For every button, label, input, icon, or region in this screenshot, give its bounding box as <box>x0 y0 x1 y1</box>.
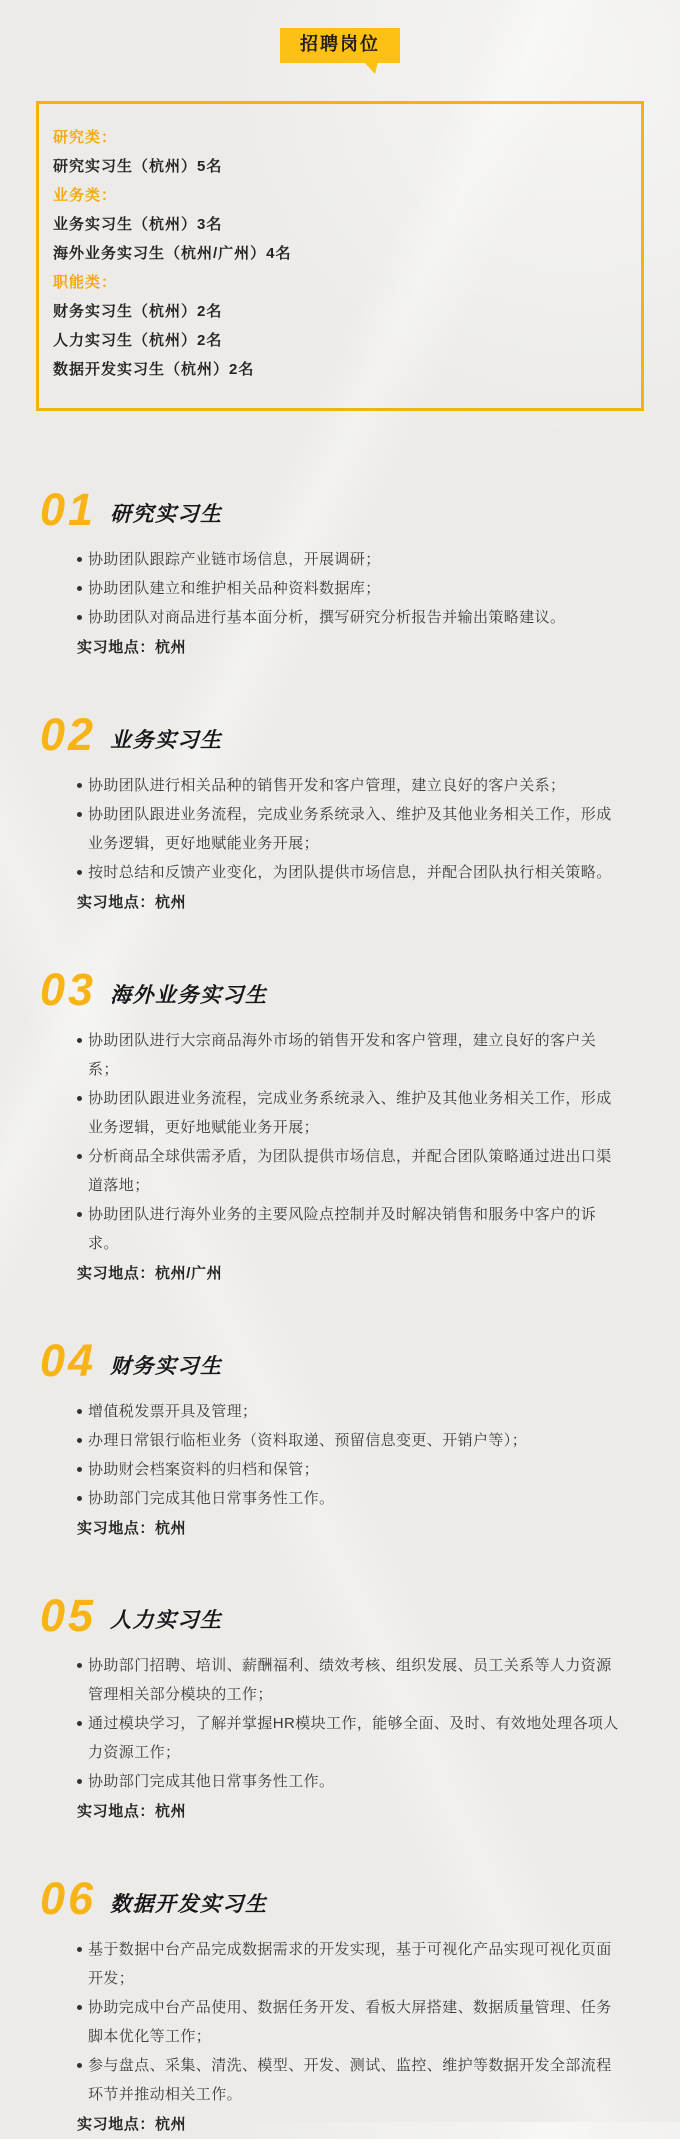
job-count-line: 研究实习生（杭州）5名 <box>53 157 223 175</box>
bullet-icon <box>77 1409 82 1414</box>
bullet-icon <box>77 1663 82 1668</box>
bullet-icon <box>77 1947 82 1952</box>
job-location: 实习地点：杭州/广州 <box>77 1264 223 1282</box>
section-number: 01 <box>40 483 97 535</box>
section-number: 04 <box>40 1334 97 1386</box>
section-number: 03 <box>40 964 97 1016</box>
job-duty-text: 协助团队跟踪产业链市场信息，开展调研； <box>88 551 381 569</box>
position-category-group <box>53 181 627 268</box>
section-title: 研究实习生 <box>110 503 223 527</box>
job-duty-text: 协助团队对商品进行基本面分析，撰写研究分析报告并输出策略建议。 <box>88 609 566 627</box>
category-label: 研究类： <box>53 128 118 146</box>
positions-summary-box <box>36 101 644 411</box>
category-label: 业务类： <box>53 186 118 204</box>
job-section <box>40 1873 652 2139</box>
job-duty-list <box>77 771 625 887</box>
job-duty-text: 增值税发票开具及管理； <box>88 1402 258 1420</box>
job-duty-text: 协助部门完成其他日常事务性工作。 <box>88 1489 335 1507</box>
job-section-header <box>40 964 652 1016</box>
job-sections <box>0 411 680 2139</box>
bullet-icon <box>77 1496 82 1501</box>
job-count-line: 财务实习生（杭州）2名 <box>53 302 223 320</box>
job-duty-item <box>77 1426 625 1455</box>
job-count-line: 数据开发实习生（杭州）2名 <box>53 360 255 378</box>
job-section-header <box>40 709 652 761</box>
section-title: 数据开发实习生 <box>110 1893 268 1917</box>
job-duty-item <box>77 1397 625 1426</box>
recruitment-positions-badge: 招聘岗位 <box>280 28 400 63</box>
job-duty-text: 分析商品全球供需矛盾，为团队提供市场信息，并配合团队策略通过进出口渠道落地； <box>88 1147 612 1194</box>
job-duty-item <box>77 603 625 632</box>
section-number: 02 <box>40 709 97 761</box>
job-duty-list <box>77 1026 625 1258</box>
job-duty-item <box>77 1200 625 1258</box>
bullet-icon <box>77 1467 82 1472</box>
job-section-header <box>40 1334 652 1386</box>
job-section-header <box>40 1873 652 1925</box>
job-section <box>40 1589 652 1827</box>
section-title: 海外业务实习生 <box>110 983 268 1007</box>
job-duty-text: 协助财会档案资料的归档和保管； <box>88 1460 320 1478</box>
bullet-icon <box>77 2005 82 2010</box>
job-section <box>40 483 652 663</box>
category-items <box>53 152 627 181</box>
job-duty-list <box>77 1397 625 1513</box>
job-duty-item <box>77 1084 625 1142</box>
bullet-icon <box>77 1096 82 1101</box>
job-duty-item <box>77 1993 625 2051</box>
job-duty-item <box>77 574 625 603</box>
job-duty-text: 按时总结和反馈产业变化，为团队提供市场信息，并配合团队执行相关策略。 <box>88 864 612 882</box>
job-duty-item <box>77 1767 625 1796</box>
job-count-line: 人力实习生（杭州）2名 <box>53 331 223 349</box>
bullet-icon <box>77 557 82 562</box>
bullet-icon <box>77 812 82 817</box>
job-duty-item <box>77 800 625 858</box>
bullet-icon <box>77 586 82 591</box>
job-section <box>40 709 652 917</box>
job-duty-item <box>77 771 625 800</box>
job-duty-text: 协助团队进行相关品种的销售开发和客户管理，建立良好的客户关系； <box>88 777 566 795</box>
section-number: 06 <box>40 1873 97 1925</box>
bullet-icon <box>77 1154 82 1159</box>
job-duty-item <box>77 1455 625 1484</box>
job-section-header <box>40 1589 652 1641</box>
job-duty-list <box>77 545 625 632</box>
job-location: 实习地点：杭州 <box>77 894 187 912</box>
job-duty-text: 协助团队进行海外业务的主要风险点控制并及时解决销售和服务中客户的诉求。 <box>88 1205 597 1252</box>
job-location: 实习地点：杭州 <box>77 2116 187 2134</box>
category-items <box>53 297 627 384</box>
job-count-line: 海外业务实习生（杭州/广州）4名 <box>53 244 292 262</box>
job-duty-text: 通过模块学习，了解并掌握HR模块工作，能够全面、及时、有效地处理各项人力资源工作； <box>88 1715 619 1762</box>
position-category-group <box>53 123 627 181</box>
job-location: 实习地点：杭州 <box>77 639 187 657</box>
job-duty-list <box>77 1651 625 1796</box>
job-location: 实习地点：杭州 <box>77 1803 187 1821</box>
bullet-icon <box>77 783 82 788</box>
job-duty-text: 办理日常银行临柜业务（资料取递、预留信息变更、开销户等）； <box>88 1431 528 1449</box>
job-section <box>40 964 652 1288</box>
job-duty-text: 协助部门完成其他日常事务性工作。 <box>88 1773 335 1791</box>
job-duty-item <box>77 1709 625 1767</box>
section-title: 人力实习生 <box>110 1609 223 1633</box>
bullet-icon <box>77 1212 82 1217</box>
section-number: 05 <box>40 1589 97 1641</box>
category-label: 职能类： <box>53 273 118 291</box>
section-title: 业务实习生 <box>110 729 223 753</box>
section-title: 财务实习生 <box>110 1354 223 1378</box>
job-duty-list <box>77 1935 625 2109</box>
bullet-icon <box>77 2063 82 2068</box>
job-duty-item <box>77 1484 625 1513</box>
job-duty-text: 协助部门招聘、培训、薪酬福利、绩效考核、组织发展、员工关系等人力资源管理相关部分模块的工作； <box>88 1657 612 1704</box>
bullet-icon <box>77 615 82 620</box>
job-section <box>40 1334 652 1543</box>
job-duty-item <box>77 1651 625 1709</box>
job-duty-text: 协助团队进行大宗商品海外市场的销售开发和客户管理，建立良好的客户关系； <box>88 1031 597 1078</box>
job-duty-item <box>77 2051 625 2109</box>
job-section-header <box>40 483 652 535</box>
job-count-line: 业务实习生（杭州）3名 <box>53 215 223 233</box>
position-category-group <box>53 268 627 384</box>
job-location: 实习地点：杭州 <box>77 1519 187 1537</box>
bullet-icon <box>77 1721 82 1726</box>
job-duty-item <box>77 545 625 574</box>
job-duty-item <box>77 858 625 887</box>
job-duty-text: 协助完成中台产品使用、数据任务开发、看板大屏搭建、数据质量管理、任务脚本优化等工作； <box>88 1999 612 2046</box>
bullet-icon <box>77 1038 82 1043</box>
category-items <box>53 210 627 268</box>
job-duty-text: 协助团队建立和维护相关品种资料数据库； <box>88 580 381 598</box>
job-duty-text: 协助团队跟进业务流程，完成业务系统录入、维护及其他业务相关工作，形成业务逻辑，更好地赋能业务开展； <box>88 806 612 853</box>
job-duty-text: 协助团队跟进业务流程，完成业务系统录入、维护及其他业务相关工作，形成业务逻辑，更好地赋能业务开展； <box>88 1089 612 1136</box>
job-duty-text: 参与盘点、采集、清洗、模型、开发、测试、监控、维护等数据开发全部流程环节并推动相关工作。 <box>88 2057 612 2104</box>
job-duty-text: 基于数据中台产品完成数据需求的开发实现，基于可视化产品实现可视化页面开发； <box>88 1941 612 1988</box>
bullet-icon <box>77 1438 82 1443</box>
header-badge-row <box>0 0 680 63</box>
bullet-icon <box>77 870 82 875</box>
bullet-icon <box>77 1779 82 1784</box>
job-duty-item <box>77 1026 625 1084</box>
job-duty-item <box>77 1142 625 1200</box>
job-duty-item <box>77 1935 625 1993</box>
